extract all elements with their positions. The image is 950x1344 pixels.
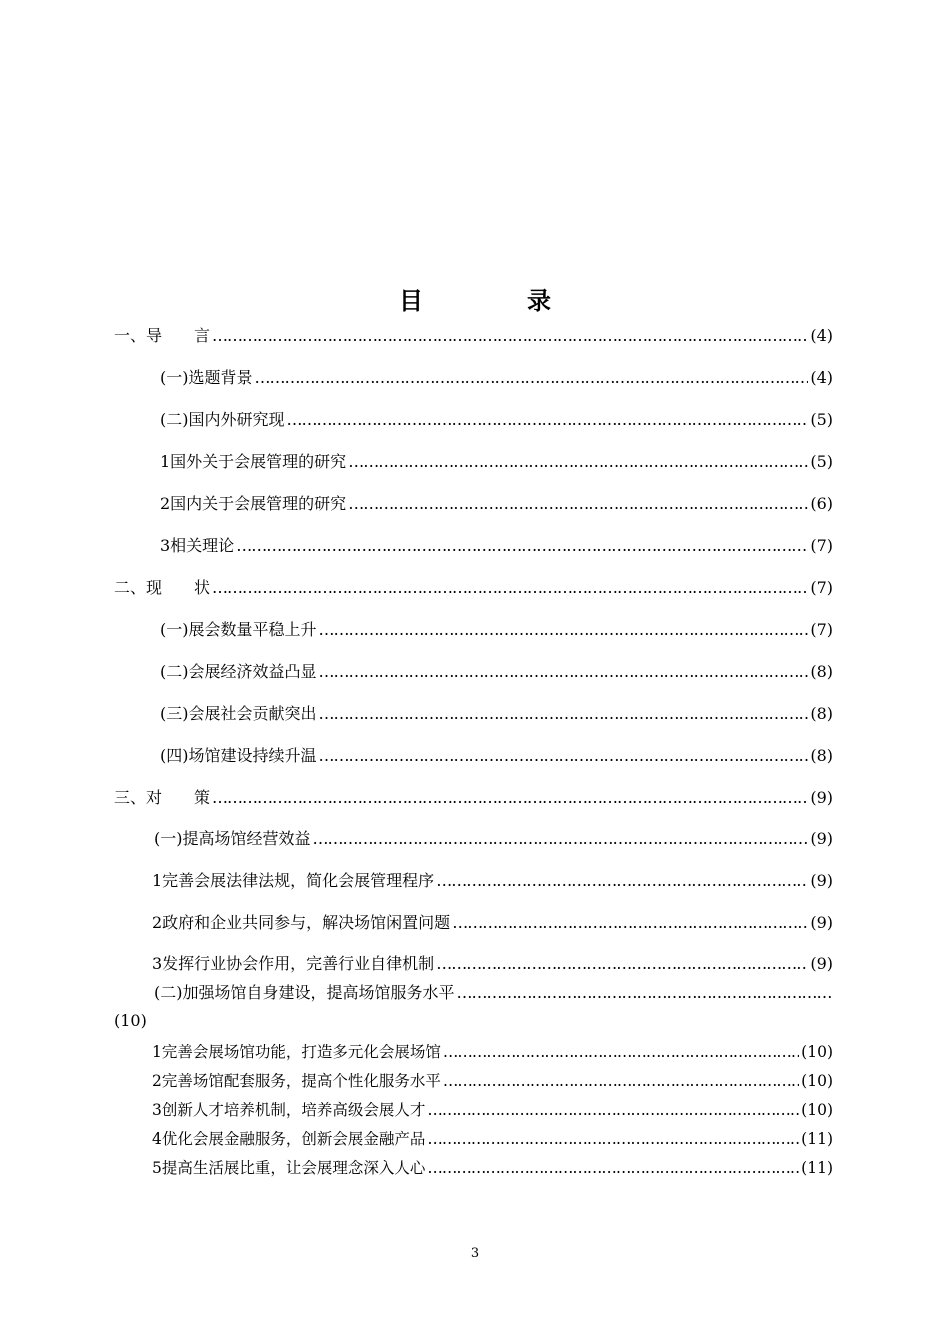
toc-entry-venue-service[interactable] <box>114 982 833 1032</box>
toc-leader-dots <box>319 745 809 767</box>
toc-leader-dots <box>348 451 808 473</box>
page-footer-number: 3 <box>470 1246 480 1261</box>
toc-page-number: (10) <box>801 1101 833 1119</box>
toc-leader-dots <box>212 577 808 599</box>
toc-page-number: (9) <box>810 913 833 932</box>
toc-entry-supporting-services[interactable] <box>152 1070 833 1092</box>
toc-entry-label: 一、导 言 <box>114 326 211 345</box>
toc-entry-current-status[interactable] <box>114 577 833 599</box>
toc-page-number: (8) <box>810 662 833 681</box>
toc-page-number: (5) <box>810 410 833 429</box>
title-char-2: 录 <box>527 287 551 315</box>
toc-leader-dots <box>452 912 808 934</box>
toc-entry-label: (一)展会数量平稳上升 <box>160 620 317 639</box>
toc-leader-dots <box>319 661 809 683</box>
toc-entry-label: (三)会展社会贡献突出 <box>160 704 317 723</box>
toc-entry-label: 5提高生活展比重，让会展理念深入人心 <box>152 1159 426 1177</box>
toc-page-number: (5) <box>810 452 833 471</box>
toc-page-number: (7) <box>810 578 833 597</box>
toc-leader-dots <box>212 787 808 809</box>
toc-leader-dots <box>427 1128 799 1150</box>
toc-leader-dots <box>436 953 808 975</box>
toc-page-number: (7) <box>810 536 833 555</box>
toc-page-number: (9) <box>810 829 833 848</box>
toc-entry-venue-efficiency[interactable] <box>154 828 833 850</box>
toc-entry-introduction[interactable] <box>114 325 833 347</box>
toc-leader-dots <box>427 1099 799 1121</box>
toc-entry-label: (二)加强场馆自身建设，提高场馆服务水平 <box>154 983 455 1002</box>
toc-page-number: (9) <box>810 954 833 973</box>
title-char-1: 目 <box>399 287 423 315</box>
toc-entry-foreign-research[interactable] <box>160 451 833 473</box>
toc-entry-research-status[interactable] <box>160 409 833 431</box>
toc-entry-label: 3相关理论 <box>160 536 235 555</box>
toc-entry-financial-services[interactable] <box>152 1128 833 1150</box>
toc-entry-label: 2国内关于会展管理的研究 <box>160 494 347 513</box>
toc-page-number: (9) <box>810 788 833 807</box>
toc-entry-label: 4优化会展金融服务，创新会展金融产品 <box>152 1130 426 1148</box>
toc-page-number: (11) <box>801 1159 833 1177</box>
toc-entry-countermeasures[interactable] <box>114 787 833 809</box>
toc-leader-dots <box>212 325 808 347</box>
toc-leader-dots <box>313 828 809 850</box>
toc-leader-dots <box>255 367 809 389</box>
toc-entry-label: 1完善会展场馆功能，打造多元化会展场馆 <box>152 1043 441 1061</box>
toc-page-number: (8) <box>810 704 833 723</box>
toc-entry-background[interactable] <box>160 367 833 389</box>
toc-page-number: (7) <box>810 620 833 639</box>
toc-entry-government-enterprise[interactable] <box>152 912 833 934</box>
toc-leader-dots <box>319 703 809 725</box>
toc-page-number: (10) <box>801 1043 833 1061</box>
toc-page-number: (4) <box>810 368 833 387</box>
toc-leader-dots <box>348 493 808 515</box>
toc-entry-label: 1完善会展法律法规，简化会展管理程序 <box>152 871 435 890</box>
toc-entry-talent-cultivation[interactable] <box>152 1099 833 1121</box>
toc-page-number: (11) <box>801 1130 833 1148</box>
toc-page-number: (4) <box>810 326 833 345</box>
toc-page-number: (6) <box>810 494 833 513</box>
toc-entry-industry-association[interactable] <box>152 953 833 975</box>
toc-entry-label: 二、现 状 <box>114 578 211 597</box>
toc-leader-dots <box>443 1041 799 1063</box>
toc-entry-label: 2完善场馆配套服务，提高个性化服务水平 <box>152 1072 441 1090</box>
toc-leader-dots <box>436 870 808 892</box>
toc-entry-label: (四)场馆建设持续升温 <box>160 746 317 765</box>
toc-entry-label: (二)国内外研究现 <box>160 410 285 429</box>
toc-page-number: (9) <box>810 871 833 890</box>
toc-entry-venue-construction[interactable] <box>160 745 833 767</box>
toc-leader-dots <box>443 1070 799 1092</box>
toc-entry-label: (一)提高场馆经营效益 <box>154 829 311 848</box>
toc-leader-dots <box>287 409 809 431</box>
toc-entry-label: 3发挥行业协会作用，完善行业自律机制 <box>152 954 435 973</box>
toc-entry-venue-function[interactable] <box>152 1041 833 1063</box>
toc-entry-social-contribution[interactable] <box>160 703 833 725</box>
toc-entry-label: 3创新人才培养机制，培养高级会展人才 <box>152 1101 426 1119</box>
toc-entry-lifestyle-exhibitions[interactable] <box>152 1157 833 1179</box>
toc-entry-theory[interactable] <box>160 535 833 557</box>
toc-leader-dots <box>236 535 808 557</box>
toc-entry-legal-regulations[interactable] <box>152 870 833 892</box>
toc-leader-dots <box>457 982 834 1004</box>
toc-entry-label: 三、对 策 <box>114 788 211 807</box>
toc-leader-dots <box>319 619 809 641</box>
toc-entry-label: 2政府和企业共同参与，解决场馆闲置问题 <box>152 913 451 932</box>
toc-entry-domestic-research[interactable] <box>160 493 833 515</box>
toc-page-number: (8) <box>810 746 833 765</box>
toc-leader-dots <box>427 1157 799 1179</box>
toc-entry-economic-benefit[interactable] <box>160 661 833 683</box>
toc-page-number: (10) <box>114 1011 147 1030</box>
toc-entry-label: (一)选题背景 <box>160 368 253 387</box>
toc-entry-exhibition-count[interactable] <box>160 619 833 641</box>
toc-entry-label: 1国外关于会展管理的研究 <box>160 452 347 471</box>
toc-entry-label: (二)会展经济效益凸显 <box>160 662 317 681</box>
toc-page-number: (10) <box>801 1072 833 1090</box>
